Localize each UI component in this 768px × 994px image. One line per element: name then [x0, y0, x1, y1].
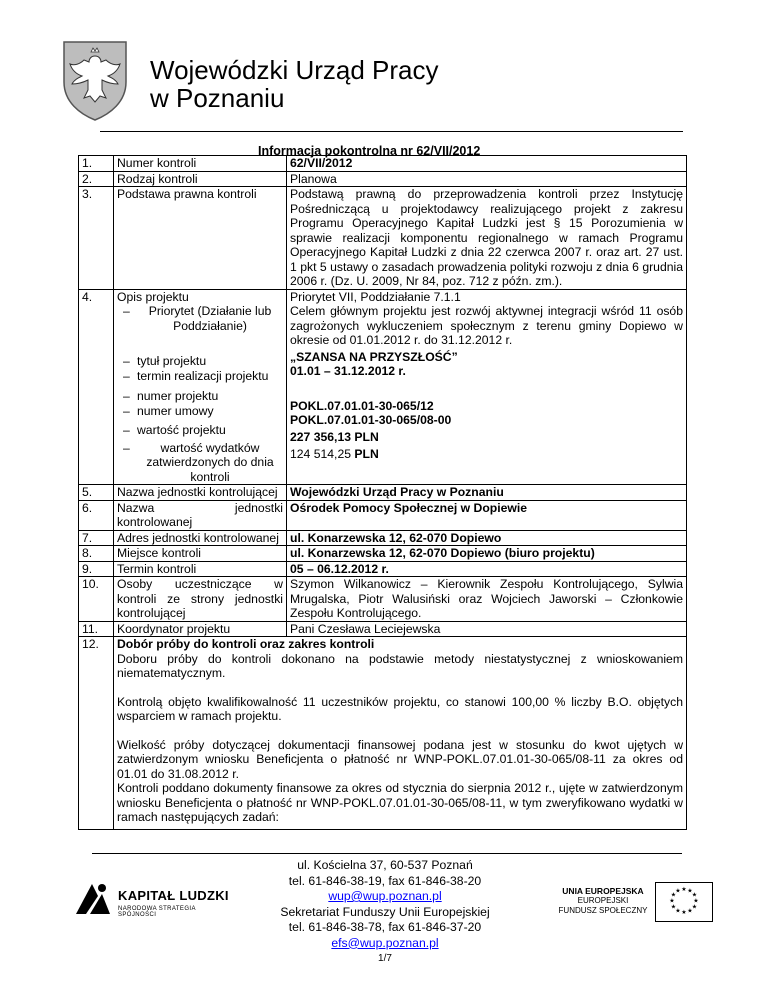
org-line-1: Wojewódzki Urząd Pracy — [150, 55, 439, 85]
secretariat-line: Sekretariat Funduszy Unii Europejskiej — [280, 904, 490, 919]
table-row — [79, 530, 687, 546]
phone-line: tel. 61-846-38-19, fax 61-846-38-20 — [288, 873, 482, 888]
approved-expenses-label: – wartość wydatków zatwierdzonych do dnia kontroli — [117, 441, 283, 485]
row-value: Podstawą prawną do przeprowadzenia kontroli przez Instytucję Pośredniczącą u projektodawcy realizującego projekt z zakresu Programu Operacyjnego Kapitał Ludzki jest § 15 Porozumienia w sprawie realizacji komponentu regionalnego w ramach Programu Operacyjnego Kapitał Ludzki z dnia 22 czerwca 2007 r. oraz art. 27 ust. 1 pkt 5 ustawy o zasadach prowadzenia polityki rozwoju z dnia 6 grudnia 2006 r. (Dz. U. 2009, Nr 84, poz. 712 z późn. zm.). — [287, 187, 687, 290]
org-line-2: w Poznaniu — [150, 83, 285, 113]
row-number: 3. — [79, 187, 114, 290]
project-title-value: „SZANSA NA PRZYSZŁOŚĆ” — [290, 349, 458, 364]
project-worth-label: – wartość projektu — [117, 423, 283, 438]
approved-expenses-value — [290, 447, 683, 462]
eu-line-3: FUNDUSZ SPOŁECZNY — [558, 906, 648, 915]
svg-text:★: ★ — [675, 887, 681, 895]
project-worth-value: 227 356,13 PLN — [290, 429, 379, 444]
row-label: Osoby uczestniczące w kontroli ze strony jednostki kontrolującej — [114, 577, 287, 622]
row-value: Wojewódzki Urząd Pracy w Poznaniu — [287, 485, 687, 501]
row-label — [114, 289, 287, 485]
svg-text:★: ★ — [687, 887, 693, 895]
approved-amount: 124 514,25 — [290, 447, 351, 461]
sample-paragraph-2: Kontrolą objęto kwalifikowalność 11 uczestników projektu, co stanowi 100,00 % liczby B.O. objętych wsparciem w ramach projektu. — [117, 694, 683, 723]
row-number: 1. — [79, 156, 114, 172]
info-table — [78, 155, 687, 830]
organization-name — [150, 56, 439, 112]
project-number-label: – numer projektu — [117, 389, 283, 404]
table-row — [79, 289, 687, 485]
eu-line-2: EUROPEJSKI — [577, 896, 629, 905]
svg-text:★: ★ — [693, 897, 699, 905]
row-value: ul. Konarzewska 12, 62-070 Dopiewo — [287, 530, 687, 546]
table-row — [79, 187, 687, 290]
row-value: Planowa — [287, 171, 687, 187]
kl-subtitle: NARODOWA STRATEGIA SPÓJNOŚCI — [118, 906, 196, 918]
eu-line-1: UNIA EUROPEJSKA — [562, 886, 644, 896]
row-label: Adres jednostki kontrolowanej — [114, 530, 287, 546]
contract-number-value: POKL.07.01.01-30-065/08-00 — [290, 413, 452, 427]
contract-number-label: – numer umowy — [117, 404, 283, 419]
table-row — [79, 500, 687, 530]
row-value: 62/VII/2012 — [287, 156, 687, 172]
row-number: 5. — [79, 485, 114, 501]
row-number: 10. — [79, 577, 114, 622]
email-link-efs[interactable]: efs@wup.poznan.pl — [331, 935, 439, 950]
eu-logo — [548, 886, 708, 936]
table-row — [79, 561, 687, 577]
table-row — [79, 485, 687, 501]
priority-value: Priorytet VII, Poddziałanie 7.1.1 — [290, 289, 461, 304]
sample-paragraph-1: Doboru próby do kontroli dokonano na podstawie metody niestatystycznej z wnioskowaniem niematematycznym. — [117, 651, 683, 680]
email-link-wup[interactable]: wup@wup.poznan.pl — [328, 889, 442, 903]
title-label: – tytuł projektu — [117, 354, 283, 369]
eagle-emblem-icon — [60, 38, 130, 122]
row-value — [287, 289, 687, 485]
table-row — [79, 577, 687, 622]
address-line: ul. Kościelna 37, 60-537 Poznań — [297, 858, 473, 872]
term-label: – termin realizacji projektu — [117, 369, 283, 384]
kapital-ludzki-logo — [72, 878, 232, 928]
svg-text:★: ★ — [691, 903, 698, 911]
row-label: Nazwa jednostki kontrolowanej — [114, 500, 287, 530]
eu-flag-icon — [655, 882, 713, 922]
footer-address — [240, 858, 530, 967]
project-goal: Celem głównym projektu jest rozwój aktywnej integracji wśród 11 osób zagrożonych wykluczeniem społecznym z terenu gminy Dopiewo w okresie od 01.01.2012 r. do 31.12.2012 r. — [290, 304, 683, 347]
row-number: 12. — [79, 637, 114, 830]
table-row — [79, 156, 687, 172]
row-number: 4. — [79, 289, 114, 485]
table-row — [79, 546, 687, 562]
project-number-value: POKL.07.01.01-30-065/12 — [290, 398, 434, 413]
table-row — [79, 621, 687, 637]
project-term-value: 01.01 – 31.12.2012 r. — [290, 364, 406, 378]
header-divider — [100, 131, 683, 132]
row-value: Pani Czesława Leciejewska — [287, 621, 687, 637]
kl-title: KAPITAŁ LUDZKI — [118, 888, 229, 903]
row-number: 2. — [79, 171, 114, 187]
svg-text:★: ★ — [691, 891, 698, 899]
row-number: 7. — [79, 530, 114, 546]
row-number: 9. — [79, 561, 114, 577]
document-title: Informacja pokontrolna nr 62/VII/2012 — [258, 144, 481, 158]
svg-text:★: ★ — [670, 891, 677, 899]
table-row — [79, 171, 687, 187]
row-label: Miejsce kontroli — [114, 546, 287, 562]
row-value — [114, 637, 687, 830]
row-value: ul. Konarzewska 12, 62-070 Dopiewo (biuro projektu) — [287, 546, 687, 562]
phone-line-2: tel. 61-846-38-78, fax 61-846-37-20 — [288, 920, 482, 934]
row-value: Szymon Wilkanowicz – Kierownik Zespołu Kontrolującego, Sylwia Mrugalska, Piotr Walusiński oraz Wojciech Jaworski – Członkowie Zespołu Kontrolującego. — [287, 577, 687, 622]
svg-text:★: ★ — [681, 909, 687, 916]
priority-label: – Priorytet (Działanie lub Poddziałanie) — [117, 304, 283, 333]
row-number: 6. — [79, 500, 114, 530]
eu-text — [548, 886, 658, 916]
page-number: 1/7 — [378, 953, 392, 964]
page-header — [60, 38, 700, 134]
svg-text:★: ★ — [687, 907, 693, 915]
kapital-ludzki-icon — [72, 880, 112, 920]
row-value: Ośrodek Pomocy Społecznej w Dopiewie — [287, 500, 687, 530]
row-number: 8. — [79, 546, 114, 562]
sample-heading: Dobór próby do kontroli oraz zakres kontroli — [117, 637, 375, 651]
table-row — [79, 637, 687, 830]
row-label: Rodzaj kontroli — [114, 171, 287, 187]
footer-divider — [92, 853, 682, 854]
sample-paragraph-3: Wielkość próby dotyczącej dokumentacji finansowej podana jest w stosunku do kwot ujętych w zatwierdzonym wniosku Beneficjenta o płatność nr WNP-POKL.07.01.01-30-065/08-11 za okres od 01.01 do 31.08.2012 r. — [117, 737, 683, 781]
row-label: Numer kontroli — [114, 156, 287, 172]
row-number: 11. — [79, 621, 114, 637]
approved-currency: PLN — [354, 447, 379, 461]
svg-text:★: ★ — [670, 903, 677, 911]
row-label: Termin kontroli — [114, 561, 287, 577]
svg-text:★: ★ — [669, 897, 675, 905]
svg-text:★: ★ — [675, 907, 681, 915]
project-description-label: Opis projektu — [117, 289, 189, 304]
sample-paragraph-4: Kontroli poddano dokumenty finansowe za okres od stycznia do sierpnia 2012 r., ujęte w zatwierdzonym wniosku Beneficjenta o płatność nr WNP-POKL.07.01.01-30-065/08-11, w tym zweryfikowano wydatki w ramach następujących zadań: — [117, 781, 683, 824]
svg-text:★: ★ — [681, 886, 687, 893]
row-label: Podstawa prawna kontroli — [114, 187, 287, 290]
row-value: 05 – 06.12.2012 r. — [287, 561, 687, 577]
row-label: Koordynator projektu — [114, 621, 287, 637]
row-label: Nazwa jednostki kontrolującej — [114, 485, 287, 501]
